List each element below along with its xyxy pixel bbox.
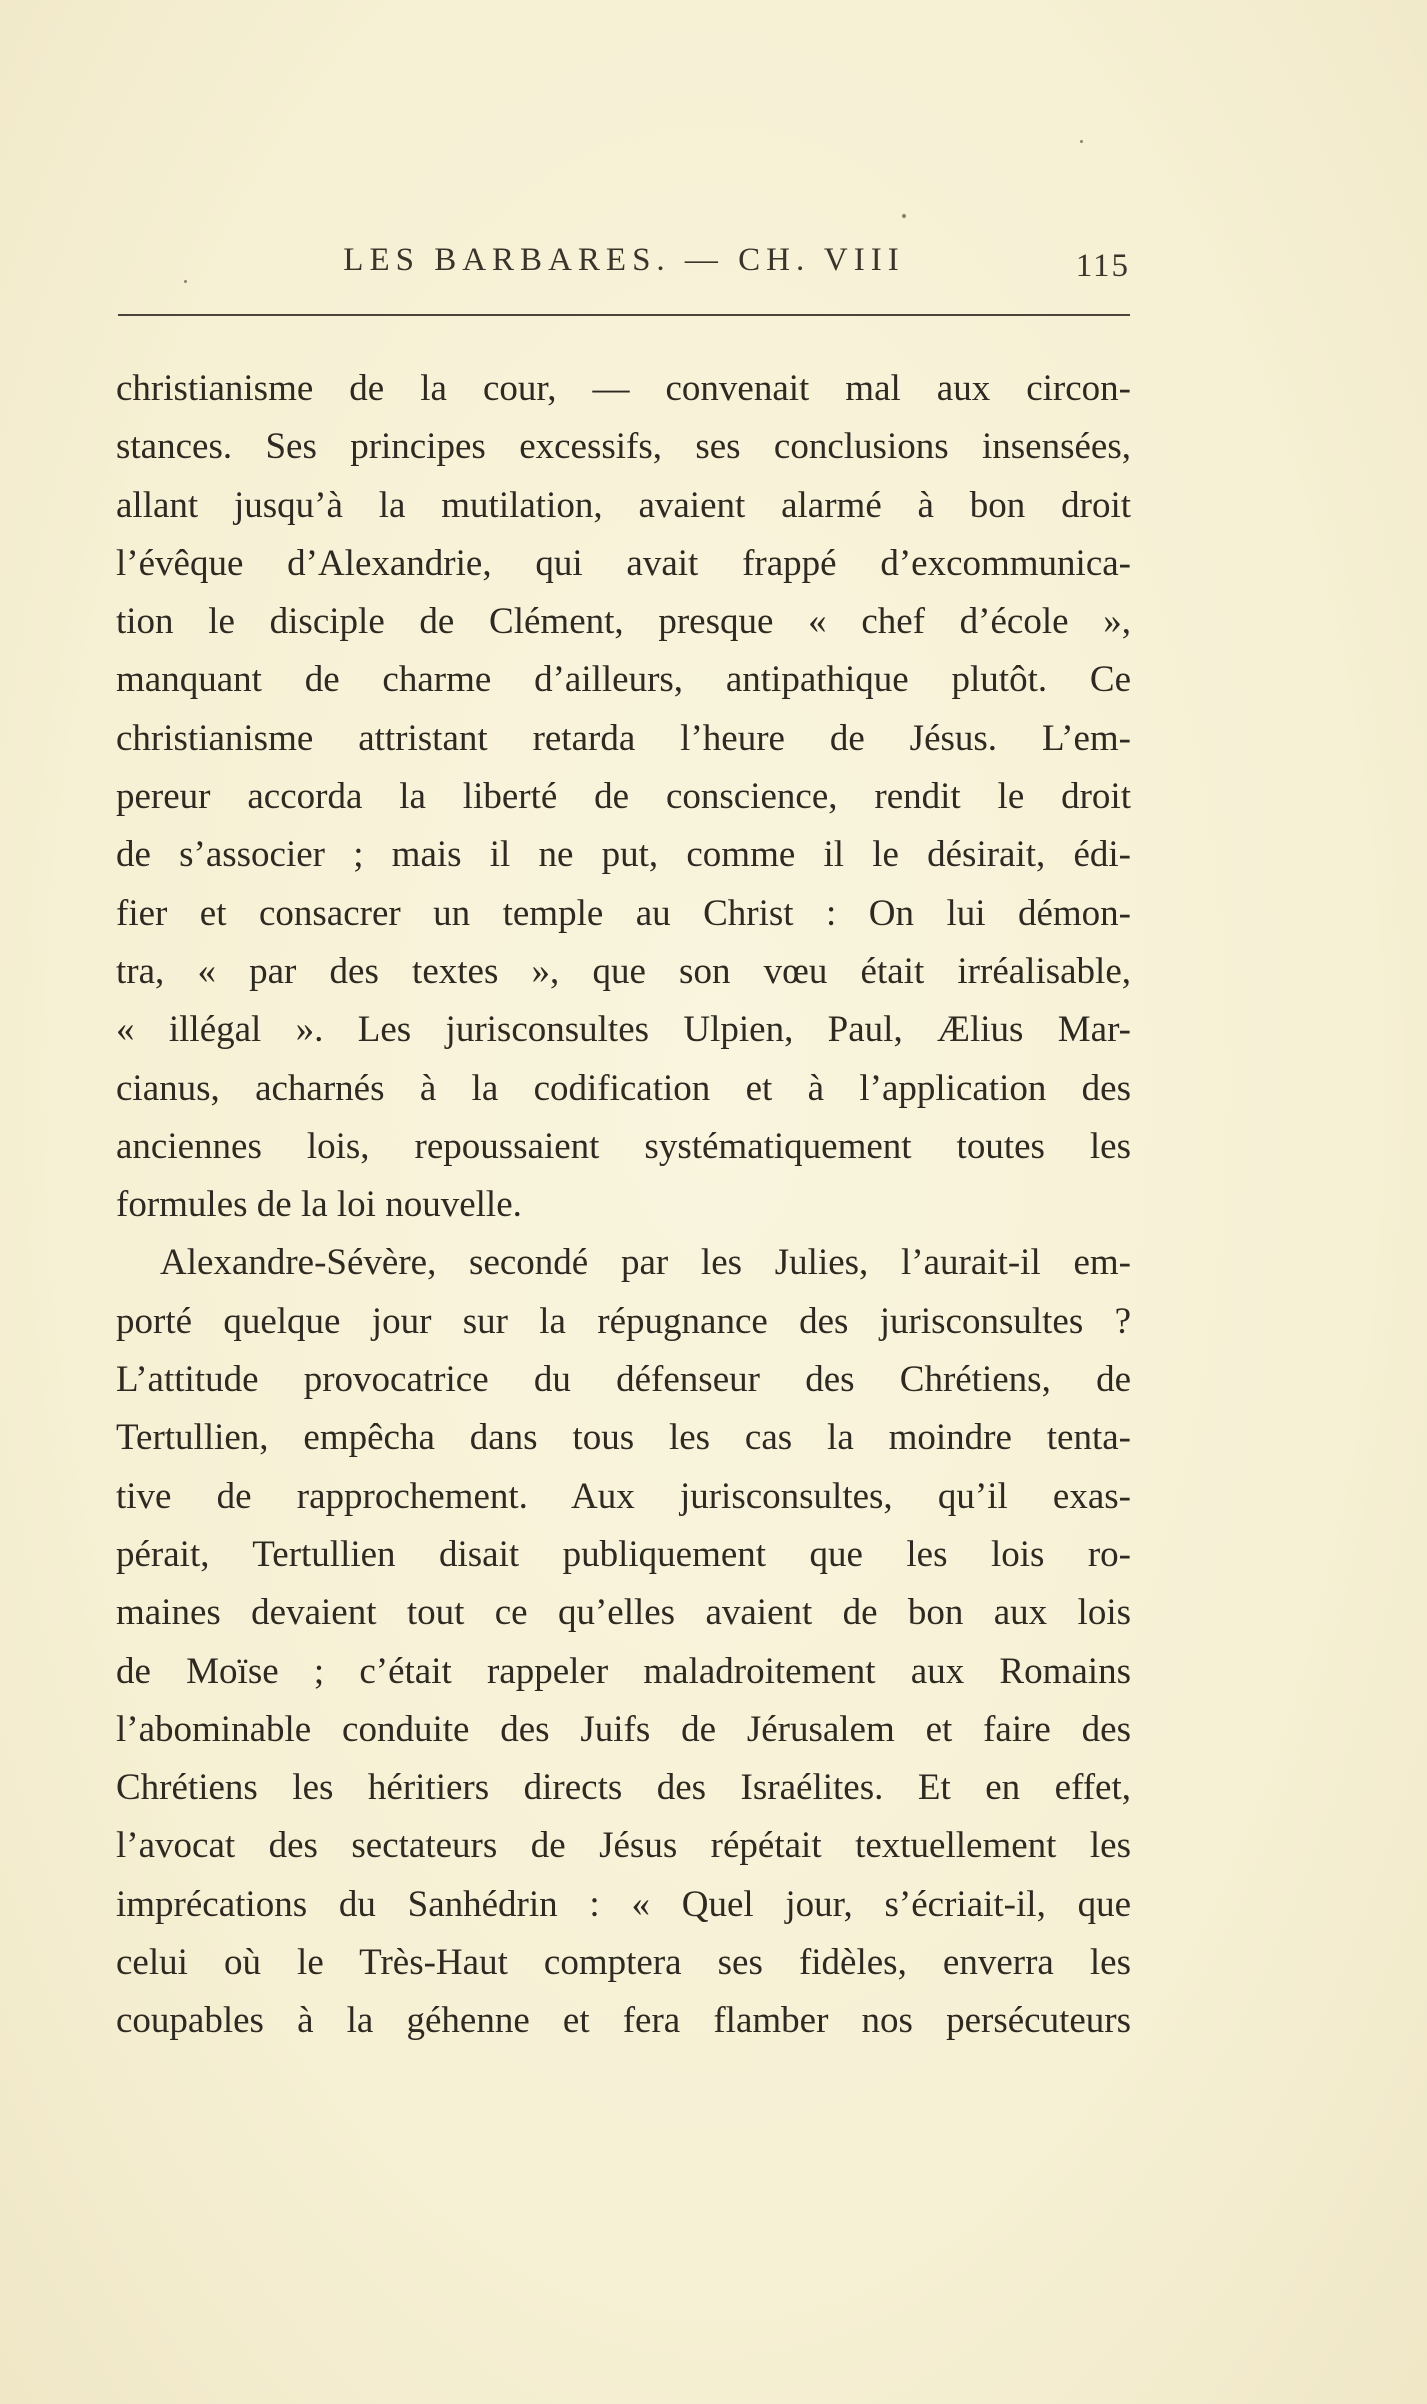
text-line: l’avocat des sectateurs de Jésus répétait textuellement les bbox=[116, 1825, 1131, 1867]
text-line: cianus, acharnés à la codification et à l’application des bbox=[116, 1067, 1131, 1109]
text-line: pereur accorda la liberté de conscience, rendit le droit bbox=[116, 776, 1131, 818]
text-line: christianisme attristant retarda l’heure de Jésus. L’em- bbox=[116, 717, 1131, 759]
text-line: christianisme de la cour, — convenait mal aux circon- bbox=[116, 368, 1131, 409]
text-line: l’évêque d’Alexandrie, qui avait frappé d’excommunica- bbox=[116, 542, 1131, 584]
text-line: imprécations du Sanhédrin : « Quel jour, s’écriait-il, que bbox=[116, 1883, 1131, 1925]
text-line: tive de rapprochement. Aux jurisconsultes, qu’il exas- bbox=[116, 1475, 1131, 1517]
body-text bbox=[116, 360, 1131, 2051]
ink-speck bbox=[902, 214, 906, 218]
text-line: anciennes lois, repoussaient systématiquement toutes les bbox=[116, 1125, 1131, 1167]
text-line: manquant de charme d’ailleurs, antipathique plutôt. Ce bbox=[116, 659, 1131, 701]
running-title: LES BARBARES. — CH. VIII bbox=[343, 242, 905, 278]
text-line: L’attitude provocatrice du défenseur des Chrétiens, de bbox=[116, 1359, 1131, 1401]
header-rule bbox=[118, 314, 1130, 316]
text-line: de s’associer ; mais il ne put, comme il le désirait, édi- bbox=[116, 834, 1131, 876]
text-line: tra, « par des textes », que son vœu était irréalisable, bbox=[116, 950, 1131, 992]
text-line: Chrétiens les héritiers directs des Israélites. Et en effet, bbox=[116, 1767, 1131, 1809]
text-line: celui où le Très-Haut comptera ses fidèles, enverra les bbox=[116, 1942, 1131, 1984]
text-line: « illégal ». Les jurisconsultes Ulpien, Paul, Ælius Mar- bbox=[116, 1009, 1131, 1051]
running-head bbox=[118, 242, 1130, 292]
text-line: pérait, Tertullien disait publiquement que les lois ro- bbox=[116, 1533, 1131, 1575]
text-line: stances. Ses principes excessifs, ses conclusions insensées, bbox=[116, 426, 1131, 468]
text-line: porté quelque jour sur la répugnance des jurisconsultes ? bbox=[116, 1300, 1131, 1342]
text-line: de Moïse ; c’était rappeler maladroitement aux Romains bbox=[116, 1650, 1131, 1692]
text-line: fier et consacrer un temple au Christ : On lui démon- bbox=[116, 892, 1131, 934]
paragraph-end-line: formules de la loi nouvelle. bbox=[116, 1184, 522, 1226]
text-line: tion le disciple de Clément, presque « chef d’école », bbox=[116, 601, 1131, 643]
text-line: coupables à la géhenne et fera flamber nos persécuteurs bbox=[116, 2000, 1131, 2042]
text-line: allant jusqu’à la mutilation, avaient alarmé à bon droit bbox=[116, 484, 1131, 526]
paragraph-start-line: Alexandre-Sévère, secondé par les Julies, l’aurait-il em- bbox=[160, 1242, 1131, 1284]
ink-speck bbox=[1080, 140, 1083, 143]
text-line: Tertullien, empêcha dans tous les cas la moindre tenta- bbox=[116, 1417, 1131, 1459]
text-line: l’abominable conduite des Juifs de Jérusalem et faire des bbox=[116, 1708, 1131, 1750]
text-line: maines devaient tout ce qu’elles avaient de bon aux lois bbox=[116, 1592, 1131, 1634]
page-number: 115 bbox=[1075, 248, 1130, 284]
